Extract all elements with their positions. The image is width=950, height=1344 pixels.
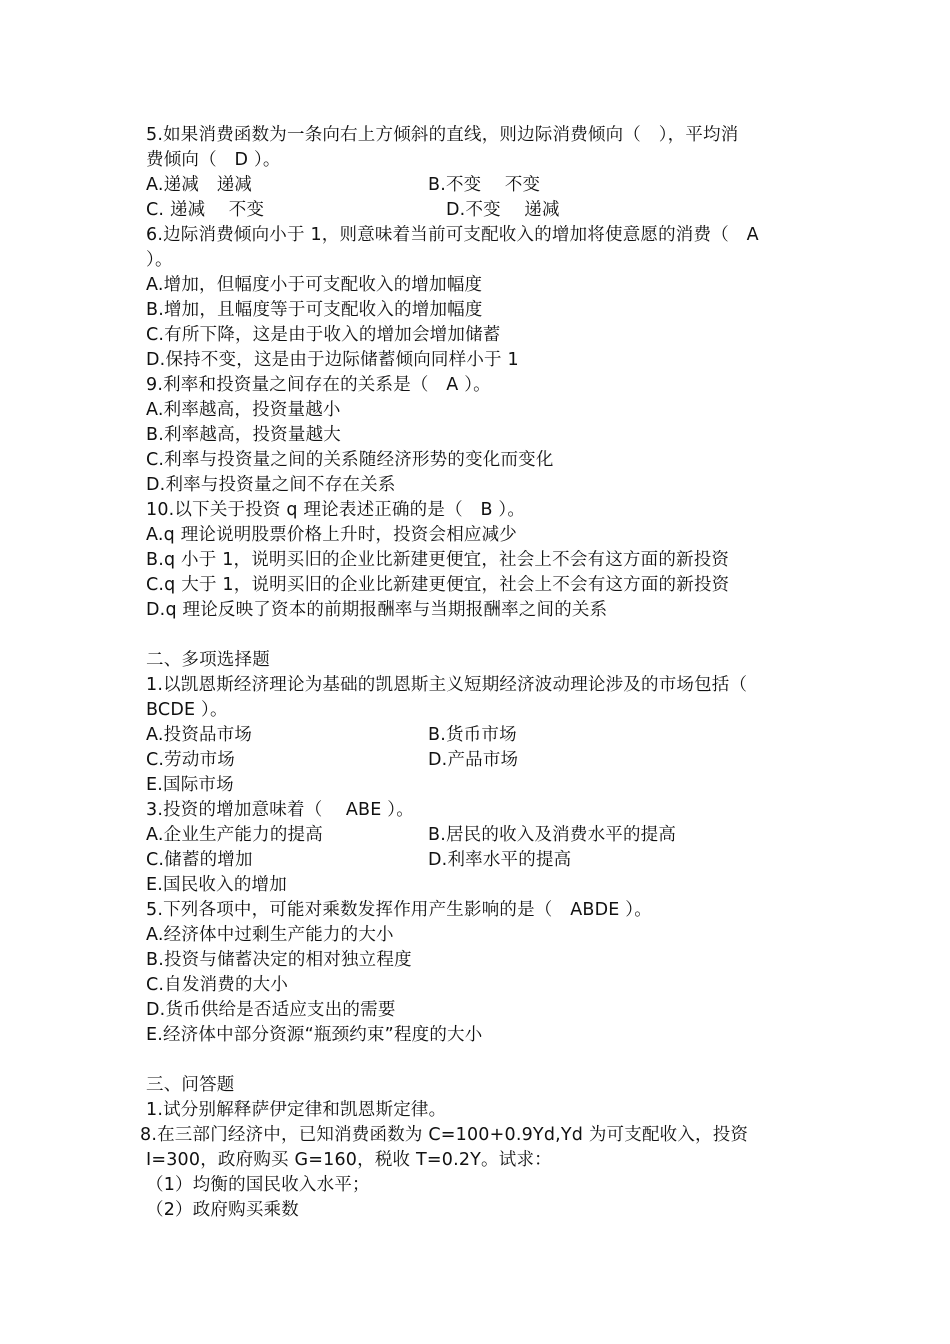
question-5-option-d: D.不变 递减 xyxy=(446,200,560,220)
question-10-option-c: C.q 大于 1，说明买旧的企业比新建更便宜，社会上不会有这方面的新投资 xyxy=(146,575,730,595)
multi-question-5-option-a: A.经济体中过剩生产能力的大小 xyxy=(146,925,394,945)
multi-question-1-option-e: E.国际市场 xyxy=(146,775,234,795)
question-9-option-c: C.利率与投资量之间的关系随经济形势的变化而变化 xyxy=(146,450,554,470)
multi-question-3-option-b: B.居民的收入及消费水平的提高 xyxy=(428,825,677,845)
multi-question-5-stem: 5.下列各项中，可能对乘数发挥作用产生影响的是（ ABDE ）。 xyxy=(146,900,652,920)
question-10-option-d: D.q 理论反映了资本的前期报酬率与当期报酬率之间的关系 xyxy=(146,600,608,620)
multi-question-5-option-d: D.货币供给是否适应支出的需要 xyxy=(146,1000,396,1020)
essay-question-8-part-1: （1）均衡的国民收入水平； xyxy=(146,1175,370,1195)
essay-question-1: 1.试分别解释萨伊定律和凯恩斯定律。 xyxy=(146,1100,447,1120)
question-6-option-c: C.有所下降，这是由于收入的增加会增加储蓄 xyxy=(146,325,501,345)
question-6-option-d: D.保持不变，这是由于边际储蓄倾向同样小于 1 xyxy=(146,350,519,370)
question-9-stem: 9.利率和投资量之间存在的关系是（ A ）。 xyxy=(146,375,491,395)
multi-question-5-option-b: B.投资与储蓄决定的相对独立程度 xyxy=(146,950,412,970)
question-9-option-d: D.利率与投资量之间不存在关系 xyxy=(146,475,396,495)
multi-question-3-option-e: E.国民收入的增加 xyxy=(146,875,287,895)
question-10-option-a: A.q 理论说明股票价格上升时，投资会相应减少 xyxy=(146,525,517,545)
question-5-option-a: A.递减 递减 xyxy=(146,175,253,195)
multi-question-3-option-a: A.企业生产能力的提高 xyxy=(146,825,323,845)
multi-question-3-option-c: C.储蓄的增加 xyxy=(146,850,253,870)
multi-question-3-stem: 3.投资的增加意味着（ ABE ）。 xyxy=(146,800,414,820)
question-6-option-a: A.增加，但幅度小于可支配收入的增加幅度 xyxy=(146,275,483,295)
question-10-option-b: B.q 小于 1，说明买旧的企业比新建更便宜，社会上不会有这方面的新投资 xyxy=(146,550,730,570)
multi-question-5-option-c: C.自发消费的大小 xyxy=(146,975,289,995)
question-9-option-a: A.利率越高，投资量越小 xyxy=(146,400,341,420)
question-5-option-b: B.不变 不变 xyxy=(428,175,541,195)
question-6-line-2: ）。 xyxy=(146,250,173,270)
section-3-heading: 三、问答题 xyxy=(146,1075,235,1095)
multi-question-5-option-e: E.经济体中部分资源“瓶颈约束”程度的大小 xyxy=(146,1025,483,1045)
essay-question-8-part-2: （2）政府购买乘数 xyxy=(146,1200,299,1220)
question-9-option-b: B.利率越高，投资量越大 xyxy=(146,425,341,445)
essay-question-8-line-1: 8.在三部门经济中，已知消费函数为 C=100+0.9Yd,Yd 为可支配收入，投资 xyxy=(140,1125,749,1145)
question-5-line-1: 5.如果消费函数为一条向右上方倾斜的直线，则边际消费倾向（ ），平均消 xyxy=(146,125,739,145)
multi-question-1-option-a: A.投资品市场 xyxy=(146,725,253,745)
multi-question-1-line-2: BCDE ）。 xyxy=(146,700,228,720)
multi-question-1-option-c: C.劳动市场 xyxy=(146,750,235,770)
question-6-option-b: B.增加，且幅度等于可支配收入的增加幅度 xyxy=(146,300,483,320)
multi-question-3-option-d: D.利率水平的提高 xyxy=(428,850,572,870)
question-5-line-2: 费倾向（ D ）。 xyxy=(146,150,281,170)
multi-question-1-option-b: B.货币市场 xyxy=(428,725,517,745)
question-10-stem: 10.以下关于投资 q 理论表述正确的是（ B ）。 xyxy=(146,500,526,520)
question-6-line-1: 6.边际消费倾向小于 1，则意味着当前可支配收入的增加将使意愿的消费（ A xyxy=(146,225,759,245)
multi-question-1-line-1: 1.以凯恩斯经济理论为基础的凯恩斯主义短期经济波动理论涉及的市场包括（ xyxy=(146,675,748,695)
section-2-heading: 二、多项选择题 xyxy=(146,650,270,670)
essay-question-8-line-2: I=300，政府购买 G=160，税收 T=0.2Y。试求： xyxy=(146,1150,552,1170)
question-5-option-c: C. 递减 不变 xyxy=(146,200,265,220)
multi-question-1-option-d: D.产品市场 xyxy=(428,750,519,770)
